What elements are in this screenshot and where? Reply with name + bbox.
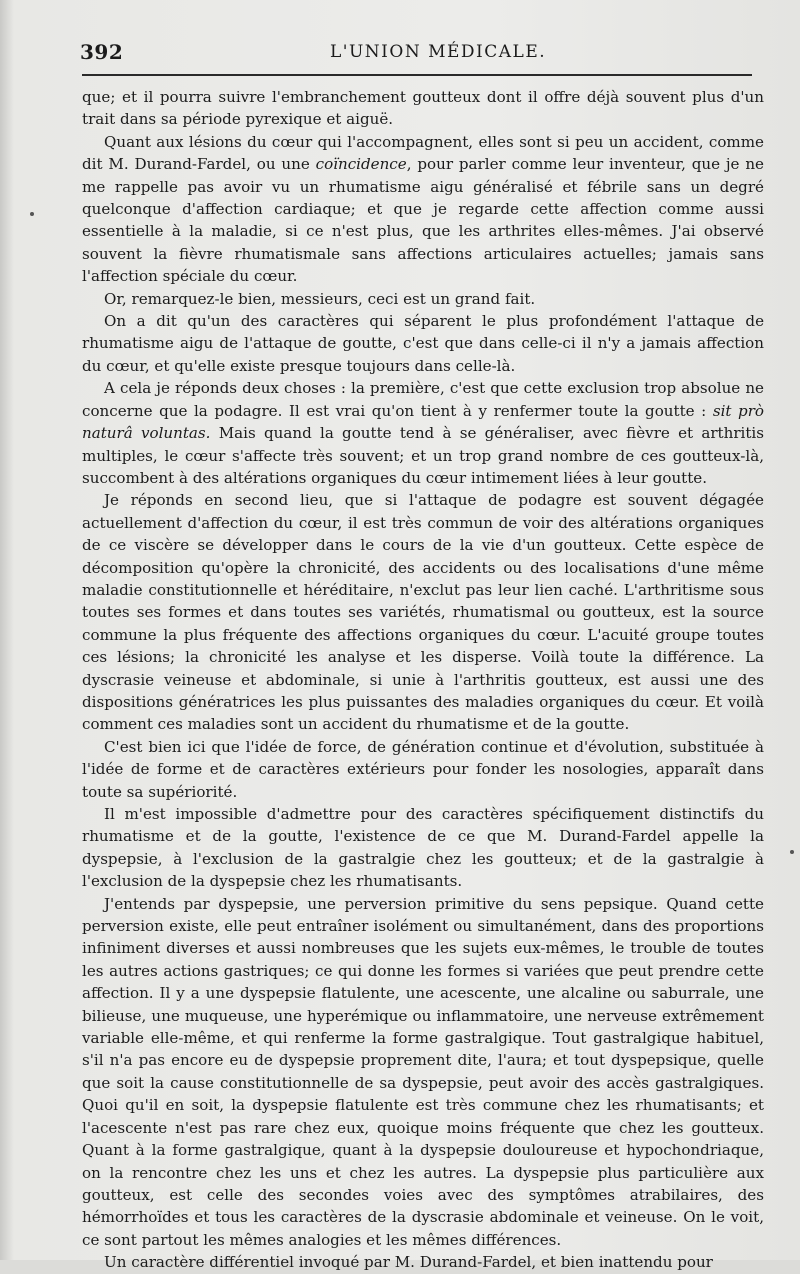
article-body	[82, 86, 764, 1274]
paragraph-1: que; et il pourra suivre l'embranchement goutteux dont il offre déjà souvent plus d'un trait dans sa période pyrexique et aiguë.	[82, 88, 764, 129]
paragraph-2: Quant aux lésions du cœur qui l'accompagnent, elles sont si peu un accident, comme dit M. Durand-Fardel, ou une coïncidence, pour parler comme leur inventeur, que je ne me rappelle pas avoir vu un rhumatisme aigu généralisé et fébrile sans un degré quelconque d'affection cardiaque; et que je regarde cette affection comme aussi essentielle à la maladie, si ce n'est plus, que les arthrites elles-mêmes. J'ai observé souvent la fièvre rhumatismale sans affections articulaires actuelles; jamais sans l'affection spéciale du cœur.	[82, 132, 764, 286]
paragraph-4: On a dit qu'un des caractères qui séparent le plus profondément l'attaque de rhumatisme aigu de l'attaque de goutte, c'est que dans celle-ci il n'y a jamais affection du cœur, et qu'elle existe presque toujours dans celle-là.	[82, 312, 764, 375]
page-header	[80, 36, 760, 72]
paragraph-7: C'est bien ici que l'idée de force, de génération continue et d'évolution, substituée à l'idée de forme et de caractères extérieurs pour fonder les nosologies, apparaît dans toute sa supériorité.	[82, 737, 764, 801]
paragraph-6: Je réponds en second lieu, que si l'attaque de podagre est souvent dégagée actuellement d'affection du cœur, il est très commun de voir des altérations organiques de ce viscère se développer dans le cours de la vie d'un goutteux. Cette espèce de décomposition qu'opère la chronicité, des accidents ou des localisations d'une même maladie constitutionnelle et héréditaire, n'exclut pas leur lien caché. L'arthritisme sous toutes ses formes et dans toutes ses variétés, rhumatismal ou goutteux, est la source commune la plus fréquente des affections organiques du cœur. L'acuité groupe toutes ces lésions; la chronicité les analyse et les disperse. Voilà toute la différence. La dyscrasie veineuse et abdominale, si unie à l'arthritis goutteux, est aussi une des dispositions génératrices les plus puissantes des maladies organiques du cœur. Et voilà comment ces maladies sont un accident du rhumatisme et de la goutte.	[82, 491, 764, 734]
ink-speck	[30, 212, 34, 216]
paragraph-3: Or, remarquez-le bien, messieurs, ceci est un grand fait.	[104, 289, 536, 308]
page-number: 392	[80, 40, 124, 64]
paragraph-9: J'entends par dyspepsie, une perversion primitive du sens pepsique. Quand cette perversion existe, elle peut entraîner isolément ou simultanément, dans des proportions infiniment diverses et aussi nombreuses que les sujets eux-mêmes, le trouble de toutes les autres actions gastriques; ce qui donne les formes si variées que peut prendre cette affection. Il y a une dyspepsie flatulente, une acescente, une alcaline ou saburrale, une bilieuse, une muqueuse, une hyperémique ou inflammatoire, une nerveuse extrêmement variable elle-même, et qui renferme la forme gastralgique. Tout gastralgique habituel, s'il n'a pas encore eu de dyspepsie proprement dite, l'aura; et tout dyspepsique, quelle que soit la cause constitutionnelle de sa dyspepsie, peut avoir des accès gastralgiques. Quoi qu'il en soit, la dyspepsie flatulente est très commune chez les rhumatisants; et l'acescente n'est pas rare chez eux, quoique moins fréquente que chez les goutteux. Quant à la forme gastralgique, quant à la dyspepsie douloureuse et hypochondriaque, on la rencontre chez les uns et chez les autres. La dyspepsie plus particulière aux goutteux, est celle des secondes voies avec des symptômes atrabilaires, des hémorrhoïdes et tous les caractères de la dyscrasie abdominale et veineuse. On le voit, ce sont partout les mêmes analogies et les mêmes différences.	[82, 894, 764, 1249]
ink-speck	[790, 850, 794, 854]
emphasis-coincidence: coïncidence	[315, 155, 407, 174]
paragraph-8: Il m'est impossible d'admettre pour des caractères spécifiquement distinctifs du rhumatisme et de la goutte, l'existence de ce que M. Durand-Fardel appelle la dyspepsie, à l'exclusion de la gastralgie chez les goutteux; et de la gastralgie à l'exclusion de la dyspepsie chez les rhumatisants.	[82, 805, 764, 891]
paragraph-10: Un caractère différentiel invoqué par M. Durand-Fardel, et bien inattendu pour	[104, 1253, 713, 1272]
paragraph-5: A cela je réponds deux choses : la première, c'est que cette exclusion trop absolue ne concerne que la podagre. Il est vrai qu'on tient à y renfermer toute la goutte : sit prò naturâ voluntas. Mais quand la goutte tend à se généraliser, avec fièvre et arthritis multiples, le cœur s'affecte très souvent; et un trop grand nombre de ces goutteux-là, succombent à des altérations organiques du cœur intimement liées à leur goutte.	[82, 379, 765, 487]
emphasis-latin-quote: sit prò naturâ voluntas.	[82, 401, 765, 443]
running-title: L'UNION MÉDICALE.	[330, 42, 547, 62]
header-rule	[82, 74, 752, 76]
